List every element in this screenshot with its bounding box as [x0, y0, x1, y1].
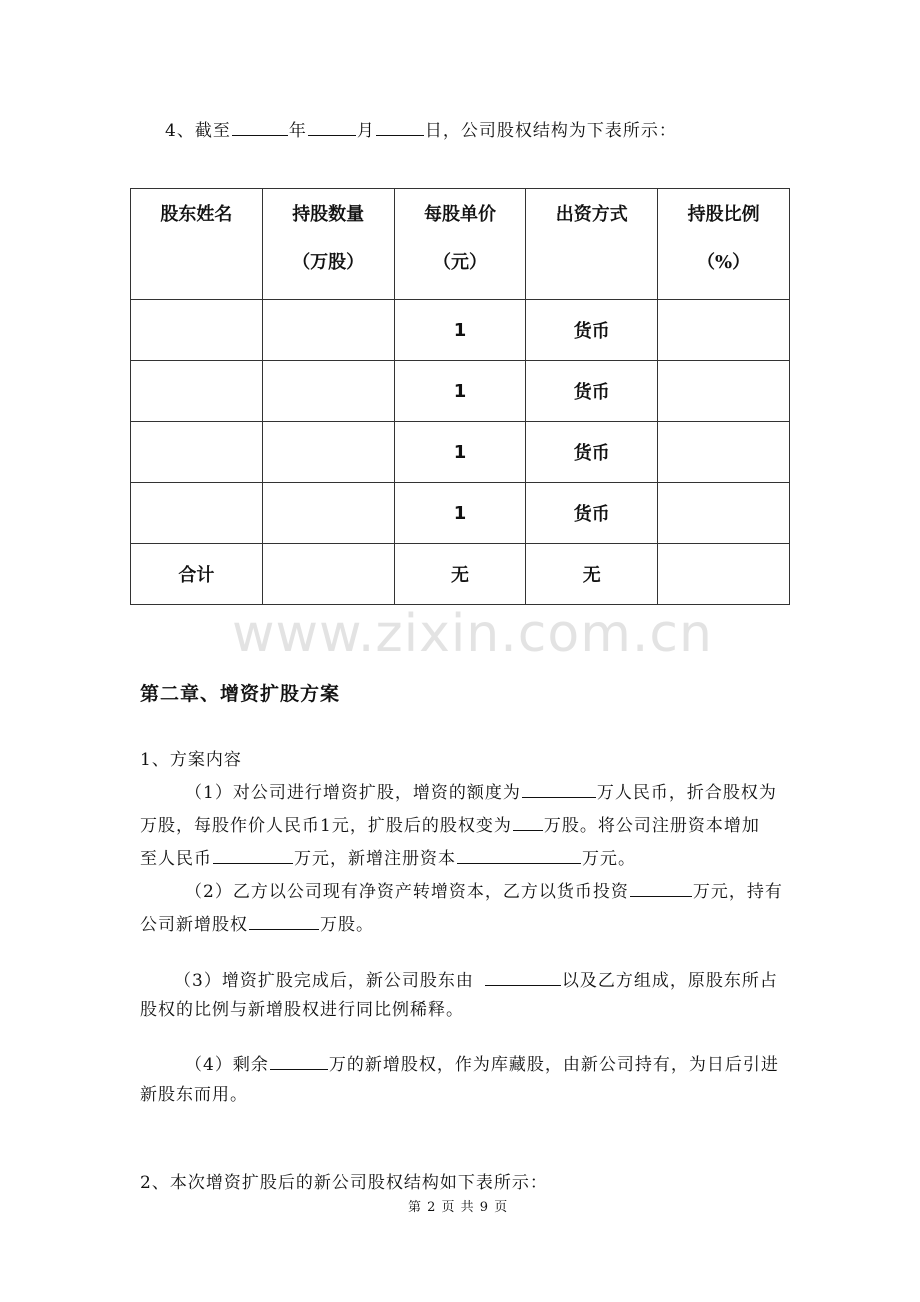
- blank-registered-capital[interactable]: [213, 849, 293, 864]
- cell-ratio: [658, 361, 790, 422]
- blank-cash-investment[interactable]: [630, 882, 692, 897]
- table-row: [131, 300, 790, 361]
- cell-method: 无: [526, 544, 658, 605]
- p1-line2: 万股，每股作价人民币1元，扩股后的股权变为 万股。将公司注册资本增加: [140, 816, 760, 836]
- cell-ratio: [658, 544, 790, 605]
- cell-price: 无: [394, 544, 526, 605]
- p3-line1: （3）增资扩股完成后，新公司股东由 以及乙方组成，原股东所占: [174, 971, 778, 991]
- blank-month[interactable]: [308, 121, 356, 136]
- blank-post-shares[interactable]: [513, 816, 543, 831]
- header-unit-price: 每股单价 （元）: [394, 189, 526, 300]
- cell-price: 1: [394, 422, 526, 483]
- cell-name: [131, 483, 263, 544]
- blank-new-registered-capital[interactable]: [457, 849, 581, 864]
- cell-method: 货币: [526, 422, 658, 483]
- cell-quantity: [262, 361, 394, 422]
- header-shareholder-name: 股东姓名: [131, 189, 263, 300]
- page-footer: 第 2 页 共 9 页: [408, 1200, 509, 1215]
- cell-name: [131, 422, 263, 483]
- table-total-row: [131, 544, 790, 605]
- cell-price: 1: [394, 483, 526, 544]
- cell-quantity: [262, 544, 394, 605]
- cell-name: [131, 300, 263, 361]
- intro-prefix: 4、截至: [165, 121, 231, 141]
- cell-quantity: [262, 422, 394, 483]
- watermark: www.zixin.com.cn: [232, 604, 713, 664]
- cell-ratio: [658, 300, 790, 361]
- p2-line1: （2）乙方以公司现有净资产转增资本，乙方以货币投资 万元，持有: [185, 882, 783, 902]
- cell-price: 1: [394, 361, 526, 422]
- table-header-row: [131, 189, 790, 300]
- cell-method: 货币: [526, 483, 658, 544]
- chapter-title: 第二章、增资扩股方案: [140, 683, 341, 705]
- cell-quantity: [262, 483, 394, 544]
- intro-day: 日，公司股权结构为下表所示：: [424, 121, 677, 141]
- blank-new-shares[interactable]: [249, 915, 319, 930]
- cell-total-label: 合计: [131, 544, 263, 605]
- header-share-quantity: 持股数量 （万股）: [262, 189, 394, 300]
- header-contribution-method: 出资方式: [526, 189, 658, 300]
- section2-title: 2、本次增资扩股后的新公司股权结构如下表所示：: [140, 1173, 548, 1193]
- section1-title: 1、方案内容: [140, 750, 242, 770]
- blank-remaining-shares[interactable]: [270, 1055, 328, 1070]
- intro-month: 月: [356, 121, 375, 141]
- shareholding-table: [130, 188, 790, 605]
- p2-line2: 公司新增股权 万股。: [140, 915, 374, 935]
- p1-line3: 至人民币 万元，新增注册资本 万元。: [140, 849, 636, 869]
- cell-quantity: [262, 300, 394, 361]
- p4-line1: （4）剩余 万的新增股权，作为库藏股，由新公司持有，为日后引进: [185, 1055, 779, 1075]
- cell-price: 1: [394, 300, 526, 361]
- blank-original-shareholders[interactable]: [485, 971, 561, 986]
- cell-ratio: [658, 483, 790, 544]
- cell-method: 货币: [526, 361, 658, 422]
- header-share-ratio: 持股比例 （%）: [658, 189, 790, 300]
- blank-increase-amount[interactable]: [522, 783, 596, 798]
- intro-line: [165, 116, 677, 141]
- table-row: [131, 422, 790, 483]
- table-row: [131, 483, 790, 544]
- p1-line1: （1）对公司进行增资扩股，增资的额度为 万人民币，折合股权为: [185, 783, 777, 803]
- cell-ratio: [658, 422, 790, 483]
- blank-day[interactable]: [376, 121, 424, 136]
- p4-line2: 新股东而用。: [140, 1085, 248, 1105]
- blank-year[interactable]: [232, 121, 288, 136]
- cell-name: [131, 361, 263, 422]
- cell-method: 货币: [526, 300, 658, 361]
- table-row: [131, 361, 790, 422]
- intro-year: 年: [288, 121, 307, 141]
- p3-line2: 股权的比例与新增股权进行同比例稀释。: [140, 1000, 464, 1020]
